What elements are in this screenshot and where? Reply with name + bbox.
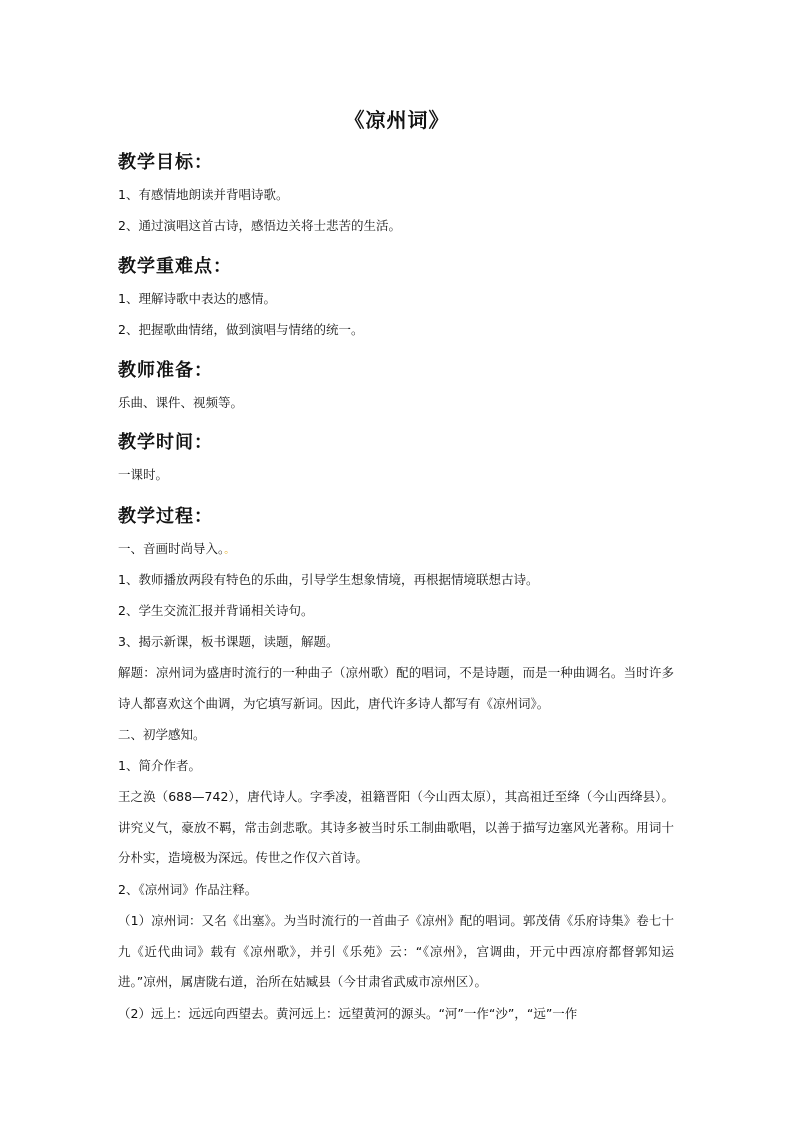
process-step-1: 1、教师播放两段有特色的乐曲，引导学生想象情境，再根据情境联想古诗。: [118, 572, 539, 587]
heading-key-points: 教学重难点：: [118, 256, 232, 277]
annotation-heading: 2、《凉州词》作品注释。: [118, 882, 258, 897]
heading-objectives: 教学目标：: [118, 152, 213, 173]
annotation-1-paragraph: （1）凉州词：又名《出塞》。为当时流行的一首曲子《凉州》配的唱词。郭茂倩《乐府诗集》卷七十九《近代曲词》载有《凉州歌》，并引《乐苑》云：“《凉州》，宫调曲，开元中西凉府都督郭知运进。”凉州，属唐陇右道，治所在姑臧县（今甘肃省武威市凉州区）。: [118, 913, 674, 989]
key-point-item-1: 1、理解诗歌中表达的感情。: [118, 291, 276, 306]
time-item: 一课时。: [118, 467, 169, 482]
heading-process: 教学过程：: [118, 506, 213, 527]
heading-preparation: 教师准备：: [118, 360, 213, 381]
objective-item-1: 1、有感情地朗读并背唱诗歌。: [118, 187, 289, 202]
edit-mark: 。: [224, 545, 235, 556]
document-title: 《凉州词》: [344, 108, 450, 132]
author-intro-heading: 1、简介作者。: [118, 758, 201, 773]
process-step-2: 2、学生交流汇报并背诵相关诗句。: [118, 603, 314, 618]
process-step-3: 3、揭示新课，板书课题，读题，解题。: [118, 634, 339, 649]
preparation-item: 乐曲、课件、视频等。: [118, 395, 244, 410]
annotation-2-line: （2）远上：远远向西望去。黄河远上：远望黄河的源头。“河”一作“沙”，“远”一作: [118, 1006, 578, 1021]
process-step-intro-text: 一、音画时尚导入。: [118, 541, 225, 556]
objective-item-2: 2、通过演唱这首古诗，感悟边关将士悲苦的生活。: [118, 218, 401, 233]
key-point-item-2: 2、把握歌曲情绪，做到演唱与情绪的统一。: [118, 322, 364, 337]
title-explanation-paragraph: 解题：凉州词为盛唐时流行的一种曲子（凉州歌）配的唱词，不是诗题，而是一种曲调名。当时许多诗人都喜欢这个曲调，为它填写新词。因此，唐代许多诗人都写有《凉州词》。: [118, 665, 674, 711]
heading-time: 教学时间：: [118, 432, 213, 453]
section-first-reading: 二、初学感知。: [118, 727, 206, 742]
process-step-intro: [118, 541, 678, 559]
author-bio-paragraph: 王之涣（688—742），唐代诗人。字季凌，祖籍晋阳（今山西太原），其高祖迁至绛（今山西绛县）。讲究义气，豪放不羁，常击剑悲歌。其诗多被当时乐工制曲歌唱，以善于描写边塞风光著称。用词十分朴实，造境极为深远。传世之作仅六首诗。: [118, 789, 674, 865]
